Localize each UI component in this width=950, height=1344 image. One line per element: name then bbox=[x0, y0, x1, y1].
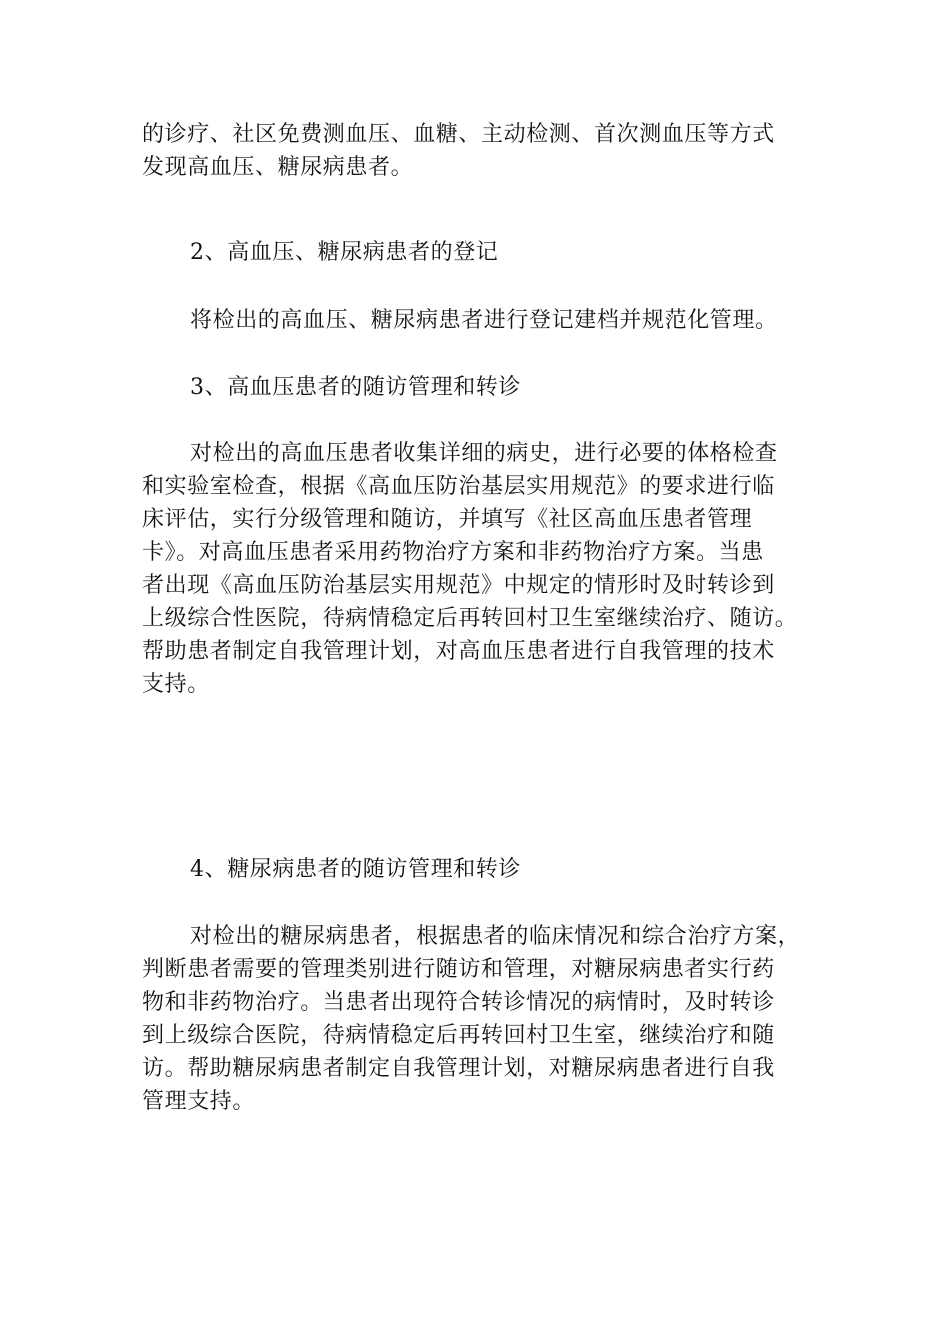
section-heading: 3、高血压患者的随访管理和转诊 bbox=[190, 375, 521, 400]
paragraph-line: 卡》。对高血压患者采用药物治疗方案和非药物治疗方案。当患 bbox=[142, 540, 764, 565]
paragraph-4 bbox=[142, 920, 832, 1118]
paragraph-line: 上级综合性医院，待病情稳定后再转回村卫生室继续治疗、随访。 bbox=[142, 606, 798, 631]
paragraph-line: 帮助患者制定自我管理计划，对高血压患者进行自我管理的技术 bbox=[142, 639, 775, 664]
paragraph-line: 的诊疗、社区免费测血压、血糖、主动检测、首次测血压等方式 bbox=[142, 122, 775, 147]
section-heading: 2、高血压、糖尿病患者的登记 bbox=[190, 240, 499, 265]
paragraph-line: 到上级综合医院，待病情稳定后再转回村卫生室，继续治疗和随 bbox=[142, 1023, 775, 1048]
paragraph-line: 者出现《高血压防治基层实用规范》中规定的情形时及时转诊到 bbox=[142, 573, 775, 598]
paragraph-line: 判断患者需要的管理类别进行随访和管理，对糖尿病患者实行药 bbox=[142, 957, 775, 982]
section-heading: 4、糖尿病患者的随访管理和转诊 bbox=[190, 857, 521, 882]
paragraph-line: 访。帮助糖尿病患者制定自我管理计划，对糖尿病患者进行自我 bbox=[142, 1056, 775, 1081]
paragraph-2 bbox=[142, 304, 832, 337]
paragraph-line: 物和非药物治疗。当患者出现符合转诊情况的病情时，及时转诊 bbox=[142, 990, 775, 1015]
paragraph-line: 发现高血压、糖尿病患者。 bbox=[142, 155, 414, 180]
paragraph-line: 对检出的糖尿病患者，根据患者的临床情况和综合治疗方案， bbox=[190, 924, 801, 949]
paragraph-line: 对检出的高血压患者收集详细的病史，进行必要的体格检查 bbox=[190, 441, 778, 466]
paragraph-3 bbox=[142, 437, 832, 701]
paragraph-line: 管理支持。 bbox=[142, 1089, 256, 1114]
paragraph-line: 支持。 bbox=[142, 672, 210, 697]
paragraph-line: 将检出的高血压、糖尿病患者进行登记建档并规范化管理。 bbox=[190, 308, 778, 333]
heading-3 bbox=[142, 371, 832, 404]
heading-4 bbox=[142, 853, 832, 886]
paragraph-line: 和实验室检查，根据《高血压防治基层实用规范》的要求进行临 bbox=[142, 474, 775, 499]
paragraph-line: 床评估，实行分级管理和随访，并填写《社区高血压患者管理 bbox=[142, 507, 753, 532]
heading-2 bbox=[142, 236, 832, 269]
paragraph-1 bbox=[142, 118, 832, 184]
